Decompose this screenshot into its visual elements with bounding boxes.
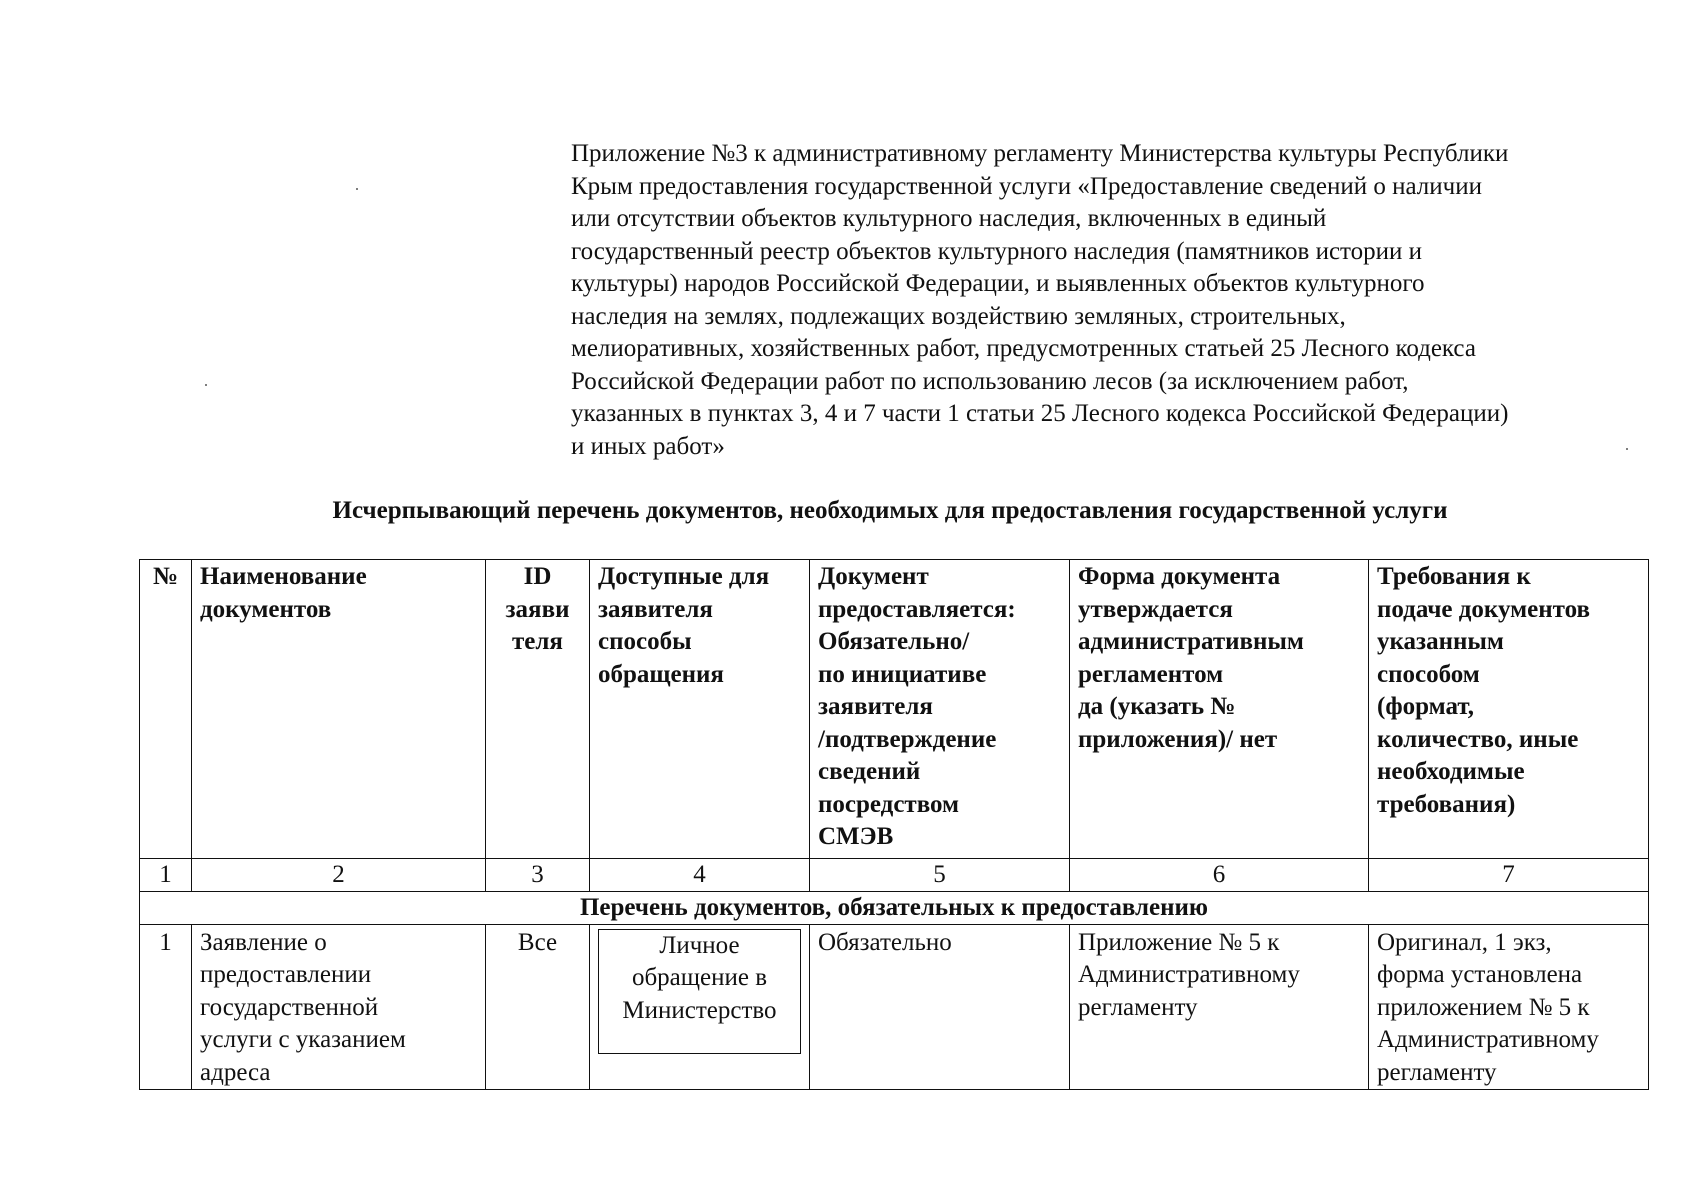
cell-text: адреса	[200, 1058, 271, 1086]
column-number: 5	[810, 858, 1070, 891]
header-text: теля	[512, 628, 563, 655]
method-box	[598, 929, 801, 1054]
header-text: регламентом	[1078, 660, 1224, 688]
header-text: заяви	[505, 595, 570, 623]
scan-speck	[1626, 448, 1628, 450]
scan-speck	[356, 188, 358, 190]
document-name-cell	[192, 924, 486, 1090]
appendix-header-line: или отсутствии объектов культурного наследия, включенных в единый	[571, 205, 1327, 232]
section-row	[140, 891, 1649, 924]
header-text: заявителя	[818, 693, 933, 720]
cell-text: Административному	[1377, 1026, 1599, 1053]
cell-text: регламенту	[1078, 993, 1198, 1021]
header-text: необходимые	[1377, 758, 1525, 785]
appendix-header-line: наследия на землях, подлежащих воздействию земляных, строительных,	[571, 302, 1346, 330]
header-text: документов	[200, 595, 332, 623]
appendix-header-line: Приложение №3 к административному регламенту Министерства культуры Республики	[571, 140, 1509, 167]
header-text: СМЭВ	[818, 823, 894, 850]
header-text: №	[152, 563, 179, 590]
row-number: 1	[140, 924, 192, 1090]
provision-cell: Обязательно	[810, 924, 1070, 1090]
appendix-header-line: и иных работ»	[571, 432, 725, 460]
appendix-header-line: мелиоративных, хозяйственных работ, предусмотренных статьей 25 Лесного кодекса	[571, 335, 1476, 362]
header-text: утверждается	[1078, 595, 1233, 623]
cell-text: предоставлении	[200, 961, 372, 988]
header-cell-applicant-id	[486, 560, 590, 859]
appendix-header-line: государственный реестр объектов культурного наследия (памятников истории и	[571, 237, 1423, 265]
header-text: административным	[1078, 628, 1304, 655]
cell-text: услуги с указанием	[200, 1026, 406, 1053]
cell-text: Министерство	[622, 996, 777, 1024]
header-text: (формат,	[1377, 693, 1475, 720]
header-text: количество, иные	[1377, 725, 1579, 753]
method-cell	[590, 924, 810, 1090]
column-number: 6	[1070, 858, 1369, 891]
header-cell-document-name	[192, 560, 486, 859]
header-text: посредством	[818, 790, 960, 818]
appendix-header	[571, 138, 1651, 463]
scan-speck	[205, 384, 207, 386]
document-title: Исчерпывающий перечень документов, необходимых для предоставления государственной услуги	[332, 497, 1448, 524]
header-cell-requirements	[1369, 560, 1649, 859]
header-cell-form	[1070, 560, 1369, 859]
header-text: Документ	[818, 563, 929, 590]
column-numbers-row	[140, 858, 1649, 891]
cell-text: регламенту	[1377, 1058, 1497, 1086]
documents-table	[139, 559, 1649, 1090]
header-text: указанным	[1377, 628, 1504, 655]
cell-text: Личное	[659, 931, 740, 959]
table-row	[140, 924, 1649, 1090]
header-text: Требования к	[1377, 563, 1531, 590]
header-text: способы	[598, 628, 692, 655]
table-header-row	[140, 560, 1649, 859]
header-text: ID	[523, 563, 552, 590]
header-cell-number	[140, 560, 192, 859]
requirements-cell	[1369, 924, 1649, 1090]
form-cell	[1070, 924, 1369, 1090]
cell-text: обращение в	[631, 964, 768, 991]
header-cell-methods	[590, 560, 810, 859]
header-text: да (указать №	[1078, 693, 1236, 720]
header-text: подаче документов	[1377, 595, 1591, 623]
header-text: /подтверждение	[818, 725, 997, 753]
header-text: обращения	[598, 660, 724, 688]
column-number: 1	[140, 858, 192, 891]
header-text: Доступные для	[598, 563, 770, 590]
header-text: по инициативе	[818, 660, 987, 688]
header-text: заявителя	[598, 595, 713, 623]
appendix-header-line: Крым предоставления государственной услуги «Предоставление сведений о наличии	[571, 172, 1482, 200]
column-number: 7	[1369, 858, 1649, 891]
cell-text: Заявление о	[200, 928, 327, 956]
header-cell-provision	[810, 560, 1070, 859]
header-text: Наименование	[200, 563, 367, 590]
header-text: Форма документа	[1078, 563, 1281, 590]
column-number: 2	[192, 858, 486, 891]
cell-text: Оригинал, 1 экз,	[1377, 928, 1552, 956]
appendix-header-line: культуры) народов Российской Федерации, и выявленных объектов культурного	[571, 270, 1425, 297]
header-text: способом	[1377, 660, 1480, 688]
section-title: Перечень документов, обязательных к предоставлению	[140, 891, 1649, 924]
appendix-header-line: указанных в пунктах 3, 4 и 7 части 1 статьи 25 Лесного кодекса Российской Федерации)	[571, 400, 1509, 427]
applicant-id-cell: Все	[486, 924, 590, 1090]
column-number: 3	[486, 858, 590, 891]
cell-text: государственной	[200, 993, 379, 1021]
header-text: Обязательно/	[818, 628, 970, 655]
column-number: 4	[590, 858, 810, 891]
cell-text: Приложение № 5 к	[1078, 928, 1280, 956]
appendix-header-line: Российской Федерации работ по использованию лесов (за исключением работ,	[571, 367, 1409, 395]
header-text: сведений	[818, 758, 921, 785]
cell-text: форма установлена	[1377, 961, 1583, 988]
header-text: приложения)/ нет	[1078, 725, 1278, 753]
cell-text: приложением № 5 к	[1377, 993, 1590, 1021]
header-text: предоставляется:	[818, 595, 1016, 623]
cell-text: Административному	[1078, 961, 1300, 988]
header-text: требования)	[1377, 790, 1516, 818]
